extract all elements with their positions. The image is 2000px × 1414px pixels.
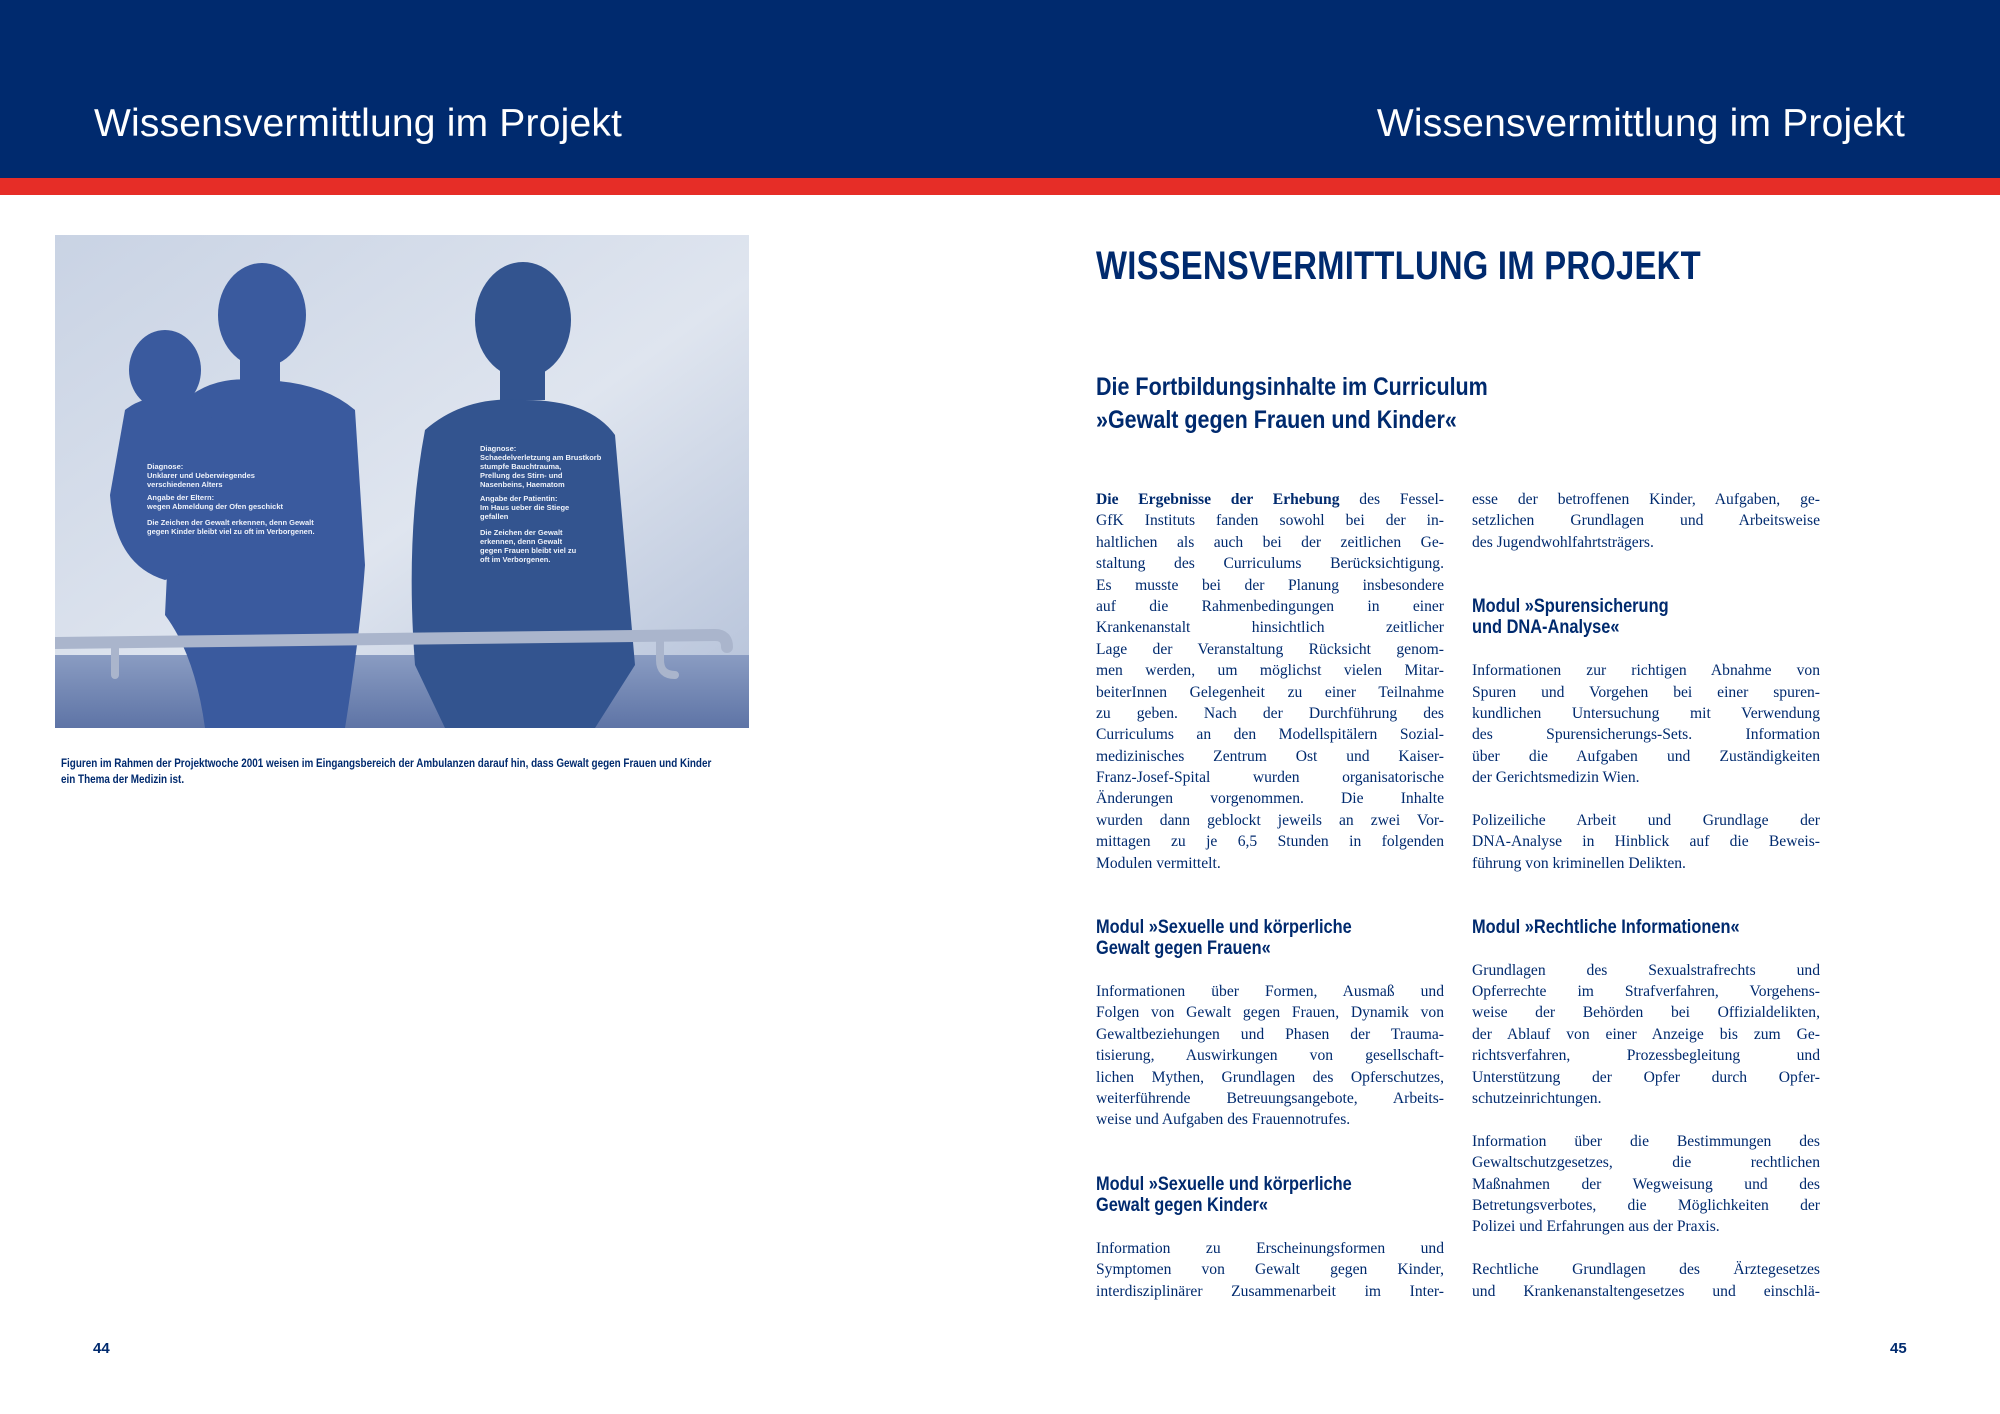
body-line: Folgen von Gewalt gegen Frauen, Dynamik von (1096, 1004, 1444, 1022)
body-line: wurden dann geblockt jeweils an zwei Vor- (1096, 811, 1444, 829)
sign-right-line-5: Nasenbeins, Haematom (480, 480, 565, 489)
body-line: men werden, um möglichst vielen Mitar- (1096, 662, 1444, 680)
body-line: schutzeinrichtungen. (1472, 1089, 1602, 1107)
body-line: Maßnahmen der Wegweisung und des (1472, 1175, 1820, 1193)
caption-line: ein Thema der Medizin ist. (61, 774, 185, 786)
sign-right-line-6: Angabe der Patientin: (480, 494, 558, 503)
body-line: und Krankenanstaltengesetzes und einschlä- (1472, 1282, 1820, 1300)
body-line: GfK Instituts fanden sowohl bei der in- (1096, 512, 1444, 530)
body-line: DNA-Analyse in Hinblick auf die Beweis- (1472, 833, 1820, 851)
body-line: weise der Behörden bei Offizialdelikten, (1472, 1004, 1820, 1022)
body-line: Gewaltbeziehungen und Phasen der Trauma- (1096, 1025, 1444, 1043)
body-line: medizinisches Zentrum Ost und Kaiser- (1096, 747, 1444, 765)
body-line: Krankenanstalt hinsichtlich zeitlicher (1096, 619, 1444, 637)
module-heading-spuren: Modul »Spurensicherung (1472, 594, 1669, 617)
text-column-left (1096, 489, 1444, 1302)
body-line: Opferrechte im Strafverfahren, Vorgehens- (1472, 983, 1820, 1001)
body-line: Rechtliche Grundlagen des Ärztegesetzes (1472, 1261, 1820, 1279)
body-line: Informationen über Formen, Ausmaß und (1096, 983, 1444, 1001)
sign-right-line-12: oft im Verborgenen. (480, 555, 551, 564)
header-red-stripe (0, 178, 2000, 195)
body-line: Polizei und Erfahrungen aus der Praxis. (1472, 1218, 1720, 1236)
sign-left-line-4: Angabe der Eltern: (147, 493, 215, 502)
sign-left-line-6: Die Zeichen der Gewalt erkennen, denn Gewalt (147, 518, 314, 527)
body-line: haltlichen als auch bei der zeitlichen Ge- (1096, 533, 1444, 551)
body-line: weiterführende Betreuungsangebote, Arbeits- (1096, 1089, 1444, 1107)
sign-left-line-7: gegen Kinder bleibt viel zu oft im Verborgenen. (147, 527, 315, 536)
body-line: über die Aufgaben und Zuständigkeiten (1472, 747, 1820, 765)
body-line: des Jugendwohlfahrtsträgers. (1472, 533, 1654, 551)
body-line: mittagen zu je 6,5 Stunden in folgenden (1096, 833, 1444, 851)
running-head-right: Wissensvermittlung im Projekt (1376, 102, 1905, 145)
body-line: setzlichen Grundlagen und Arbeitsweise (1472, 512, 1820, 530)
body-line: zu geben. Nach der Durchführung des (1096, 704, 1444, 722)
module-heading-kinder: Gewalt gegen Kinder« (1096, 1193, 1269, 1216)
sign-left-line-3: verschiedenen Alters (147, 480, 223, 489)
sign-left-line-5: wegen Abmeldung der Ofen geschickt (147, 502, 283, 511)
caption-line: Figuren im Rahmen der Projektwoche 2001 weisen im Eingangsbereich der Ambulanzen darauf hin, dass Gewalt gegen Frauen und Kinder (61, 758, 712, 770)
article-subtitle (1096, 371, 1488, 437)
photo-silhouettes (55, 235, 749, 728)
body-line: Modulen vermittelt. (1096, 854, 1221, 872)
body-line: Informationen zur richtigen Abnahme von (1472, 662, 1820, 680)
sign-left-line-2: Unklarer und Ueberwiegendes (147, 471, 255, 480)
body-line: Betretungsverbotes, die Möglichkeiten der (1472, 1196, 1820, 1214)
body-line: staltung des Curriculums Berücksichtigung. (1096, 555, 1444, 573)
body-line: der Ablauf von einer Anzeige bis zum Ge- (1472, 1025, 1820, 1043)
sign-right-line-11: gegen Frauen bleibt viel zu (480, 546, 577, 555)
sign-right-line-1: Diagnose: (480, 444, 517, 453)
article-title: WISSENSVERMITTLUNG IM PROJEKT (1096, 244, 1701, 288)
body-line: Unterstützung der Opfer durch Opfer- (1472, 1068, 1820, 1086)
body-line: lichen Mythen, Grundlagen des Opferschutzes, (1096, 1068, 1444, 1086)
body-line: Information zu Erscheinungsformen und (1096, 1239, 1444, 1257)
module-heading-recht: Modul »Rechtliche Informationen« (1472, 915, 1740, 938)
body-line: weise und Aufgaben des Frauennotrufes. (1096, 1111, 1351, 1129)
body-line: interdisziplinärer Zusammenarbeit im Inter- (1096, 1282, 1444, 1300)
sign-right-line-3: stumpfe Bauchtrauma, (480, 462, 562, 471)
sign-right-line-9: Die Zeichen der Gewalt (480, 528, 563, 537)
module-heading-frauen: Modul »Sexuelle und körperliche (1096, 915, 1352, 938)
module-heading-spuren: und DNA-Analyse« (1472, 616, 1620, 639)
page-number-left: 44 (93, 1340, 110, 1357)
module-heading-frauen: Gewalt gegen Frauen« (1096, 937, 1271, 960)
body-line: kundlichen Untersuchung mit Verwendung (1472, 704, 1820, 722)
body-line: beiterInnen Gelegenheit zu einer Teilnahme (1096, 683, 1444, 701)
body-line: der Gerichtsmedizin Wien. (1472, 769, 1640, 787)
body-line: Franz-Josef-Spital wurden organisatorische (1096, 769, 1444, 787)
body-line: Grundlagen des Sexualstrafrechts und (1472, 961, 1820, 979)
body-line: Lage der Veranstaltung Rücksicht genom- (1096, 640, 1444, 658)
photo-caption (61, 756, 712, 788)
body-line: Polizeiliche Arbeit und Grundlage der (1472, 811, 1820, 829)
body-line: auf die Rahmenbedingungen in einer (1096, 597, 1444, 615)
intro-lead: Die Ergebnisse der Erhebung (1096, 491, 1340, 508)
running-head-left: Wissensvermittlung im Projekt (94, 102, 623, 145)
sign-right-line-7: Im Haus ueber die Stiege (480, 503, 570, 512)
module-heading-kinder: Modul »Sexuelle und körperliche (1096, 1172, 1352, 1195)
body-line: tisierung, Auswirkungen von gesellschaft- (1096, 1047, 1444, 1065)
body-line: Spuren und Vorgehen bei einer spuren- (1472, 683, 1820, 701)
body-line: des Spurensicherungs-Sets. Information (1472, 726, 1820, 744)
sign-right-line-10: erkennen, denn Gewalt (480, 537, 563, 546)
sign-right-line-8: gefallen (480, 512, 509, 521)
sign-left-line-1: Diagnose: (147, 462, 184, 471)
body-line: Es musste bei der Planung insbesondere (1096, 576, 1444, 594)
body-line: führung von kriminellen Delikten. (1472, 854, 1686, 872)
subtitle-line: Die Fortbildungsinhalte im Curriculum (1096, 373, 1488, 401)
body-line: Symptomen von Gewalt gegen Kinder, (1096, 1261, 1444, 1279)
body-line: Information über die Bestimmungen des (1472, 1132, 1820, 1150)
body-line: Änderungen vorgenommen. Die Inhalte (1096, 790, 1444, 808)
body-line: Die Ergebnisse der Erhebung des Fessel- (1096, 491, 1445, 508)
body-line: richtsverfahren, Prozessbegleitung und (1472, 1047, 1820, 1065)
sign-right-line-2: Schaedelverletzung am Brustkorb (480, 453, 602, 462)
body-line: Curriculums an den Modellspitälern Sozial- (1096, 726, 1444, 744)
page-number-right: 45 (1890, 1340, 1907, 1357)
body-line: Gewaltschutzgesetzes, die rechtlichen (1472, 1154, 1820, 1172)
header-band (0, 0, 2000, 178)
subtitle-line: »Gewalt gegen Frauen und Kinder« (1096, 406, 1457, 434)
sign-right-line-4: Prellung des Stirn- und (480, 471, 563, 480)
text-column-right (1472, 489, 1820, 1302)
body-line: esse der betroffenen Kinder, Aufgaben, ge- (1472, 491, 1820, 508)
